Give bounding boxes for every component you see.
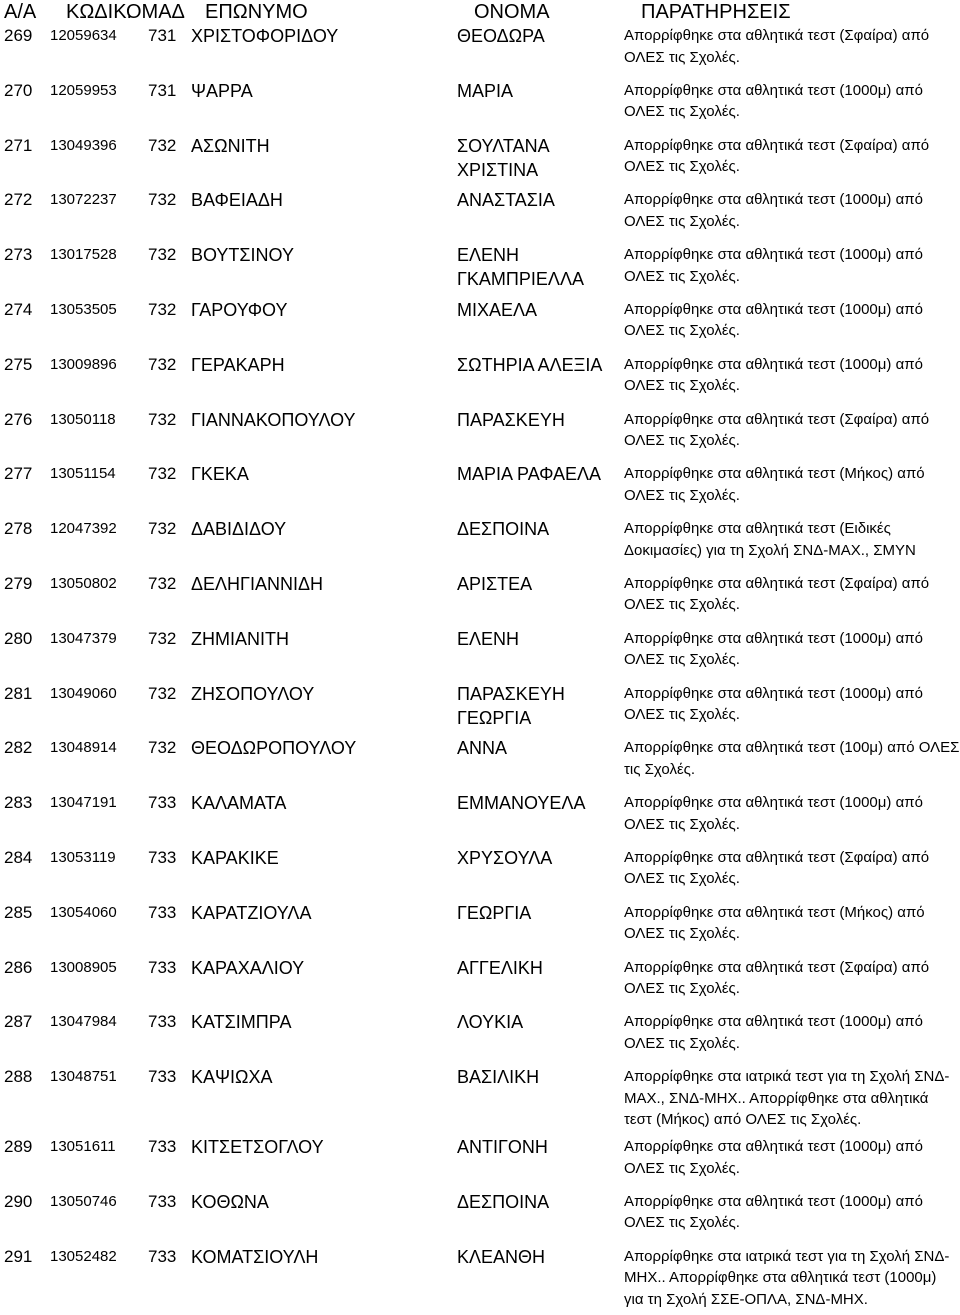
row-surname: ΘΕΟΔΩΡΟΠΟΥΛΟΥ [191,738,357,759]
row-surname: ΚΑΛΑΜΑΤΑ [191,793,287,814]
row-notes: Απορρίφθηκε στα αθλητικά τεστ (1000μ) από ΟΛΕΣ τις Σχολές. [624,246,923,285]
row-aa: 270 [4,80,33,100]
row-code: 13051154 [50,465,116,483]
row-aa: 273 [4,245,33,265]
row-name: ΒΑΣΙΛΙΚΗ [457,1067,540,1088]
row-notes: Απορρίφθηκε στα αθλητικά τεστ (1000μ) από ΟΛΕΣ τις Σχολές. [624,1138,923,1177]
row-name: ΚΛΕΑΝΘΗ [457,1246,546,1267]
row-notes: Απορρίφθηκε στα ιατρικά τεστ για τη Σχολή ΣΝΔ-ΜΑΧ., ΣΝΔ-ΜΗΧ.. Απορρίφθηκε στα αθλητικά τεστ (Μήκος) από ΟΛΕΣ τις Σχολές. [624,1068,950,1129]
row-surname: ΚΟΘΩΝΑ [191,1191,269,1212]
row-code: 12047392 [50,520,117,538]
row-notes: Απορρίφθηκε στα αθλητικά τεστ (Σφαίρα) από ΟΛΕΣ τις Σχολές. [624,848,930,888]
header-code: ΚΩΔΙΚ. [66,1,133,23]
table-row [0,462,960,517]
row-notes: Απορρίφθηκε στα αθλητικά τεστ (Σφαίρα) από ΟΛΕΣ τις Σχολές. [624,27,930,66]
row-code: 13050118 [50,410,116,428]
row-group: 732 [148,519,177,539]
row-surname: ΒΑΦΕΙΑΔΗ [191,190,283,211]
row-group: 732 [148,299,177,319]
row-aa: 286 [4,957,33,977]
header-name: ΟΝΟΜΑ [474,1,550,23]
table-row [0,24,960,79]
row-name: ΠΑΡΑΣΚΕΥΗ ΓΕΩΡΓΙΑ [457,683,565,728]
header-notes: ΠΑΡΑΤΗΡΗΣΕΙΣ [641,1,791,23]
row-group: 732 [148,628,177,648]
row-aa: 274 [4,299,33,319]
row-surname: ΚΑΨΙΩΧΑ [191,1067,273,1088]
row-notes: Απορρίφθηκε στα αθλητικά τεστ (Σφαίρα) από ΟΛΕΣ τις Σχολές. [624,574,930,614]
table-row [0,1245,960,1315]
row-group: 732 [148,190,177,210]
row-aa: 284 [4,847,33,867]
row-aa: 285 [4,902,33,922]
row-group: 732 [148,135,177,155]
row-group: 733 [148,1137,177,1157]
row-code: 13047984 [50,1013,117,1031]
table-row [0,298,960,353]
row-aa: 271 [4,135,33,155]
row-group: 733 [148,957,177,977]
row-code: 13048914 [50,739,117,757]
row-name: ΣΩΤΗΡΙΑ ΑΛΕΞΙΑ [457,354,603,375]
row-code: 13051611 [50,1138,116,1156]
row-notes: Απορρίφθηκε στα αθλητικά τεστ (Σφαίρα) από ΟΛΕΣ τις Σχολές. [624,136,930,176]
row-code: 13009896 [50,355,117,373]
row-code: 13047191 [50,794,117,812]
table-row [0,134,960,189]
row-surname: ΚΑΡΑΧΑΛΙΟΥ [191,957,305,978]
row-code: 13047379 [50,629,117,647]
row-group: 731 [148,80,177,100]
table-row [0,846,960,901]
header-aa: Α/Α [4,1,37,23]
row-aa: 281 [4,683,33,703]
row-name: ΔΕΣΠΟΙΝΑ [457,519,550,540]
row-aa: 275 [4,354,33,374]
row-name: ΔΕΣΠΟΙΝΑ [457,1191,550,1212]
row-group: 733 [148,1012,177,1032]
row-surname: ΓΚΕΚΑ [191,464,249,485]
row-surname: ΓΑΡΟΥΦΟΥ [191,299,288,320]
row-group: 733 [148,1246,177,1266]
table-row [0,517,960,572]
row-notes: Απορρίφθηκε στα αθλητικά τεστ (Ειδικές Δοκιμασίες) για τη Σχολή ΣΝΔ-ΜΑΧ., ΣΜΥΝ [624,520,916,559]
row-code: 13048751 [50,1068,117,1086]
row-group: 732 [148,683,177,703]
table-row [0,1010,960,1065]
table-row [0,901,960,956]
row-code: 13053119 [50,848,116,866]
row-surname: ΚΟΜΑΤΣΙΟΥΛΗ [191,1246,319,1267]
row-group: 733 [148,847,177,867]
row-group: 733 [148,902,177,922]
row-code: 13008905 [50,958,117,976]
row-group: 731 [148,26,177,45]
row-notes: Απορρίφθηκε στα αθλητικά τεστ (1000μ) από ΟΛΕΣ τις Σχολές. [624,191,923,230]
row-code: 13050746 [50,1192,117,1210]
row-name: ΕΛΕΝΗ [457,628,520,649]
row-name: ΧΡΥΣΟΥΛΑ [457,847,553,868]
row-code: 13054060 [50,903,117,921]
row-surname: ΑΣΩΝΙΤΗ [191,135,270,156]
row-name: ΑΝΤΙΓΟΝΗ [457,1137,548,1158]
row-aa: 283 [4,793,33,813]
row-surname: ΧΡΙΣΤΟΦΟΡΙΔΟΥ [191,26,339,46]
row-aa: 276 [4,409,33,429]
row-name: ΠΑΡΑΣΚΕΥΗ [457,409,565,430]
row-aa: 282 [4,738,33,758]
row-aa: 269 [4,26,33,45]
table-row [0,79,960,134]
table-row [0,791,960,846]
row-name: ΛΟΥΚΙΑ [457,1012,524,1033]
row-group: 732 [148,738,177,758]
row-name: ΣΟΥΛΤΑΝΑ ΧΡΙΣΤΙΝΑ [457,135,549,180]
row-name: ΑΡΙΣΤΕΑ [457,573,533,594]
row-notes: Απορρίφθηκε στα αθλητικά τεστ (100μ) από ΟΛΕΣ τις Σχολές. [624,739,960,778]
table-row [0,1190,960,1245]
row-name: ΜΑΡΙΑ [457,80,514,101]
table-row [0,736,960,791]
row-group: 732 [148,245,177,265]
row-name: ΑΓΓΕΛΙΚΗ [457,957,543,978]
row-group: 732 [148,409,177,429]
row-notes: Απορρίφθηκε στα αθλητικά τεστ (1000μ) από ΟΛΕΣ τις Σχολές. [624,81,923,121]
row-surname: ΚΙΤΣΕΤΣΟΓΛΟΥ [191,1137,324,1158]
header-group: ΟΜΑΔ [126,1,185,23]
row-group: 733 [148,1067,177,1087]
row-surname: ΔΑΒΙΔΙΔΟΥ [191,519,287,540]
row-name: ΜΙΧΑΕΛΑ [457,299,538,320]
row-name: ΘΕΟΔΩΡΑ [457,26,545,46]
row-code: 13072237 [50,191,117,209]
row-notes: Απορρίφθηκε στα αθλητικά τεστ (Σφαίρα) από ΟΛΕΣ τις Σχολές. [624,410,930,450]
row-aa: 278 [4,519,33,539]
row-name: ΕΜΜΑΝΟΥΕΛΑ [457,793,586,814]
table-body [0,24,960,1315]
table-row [0,1065,960,1135]
row-notes: Απορρίφθηκε στα ιατρικά τεστ για τη Σχολή ΣΝΔ-ΜΗΧ.. Απορρίφθηκε στα αθλητικά τεστ (1000μ) για τη Σχολή ΣΣΕ-ΟΠΛΑ, ΣΝΔ-ΜΗΧ. [624,1247,950,1308]
row-group: 733 [148,793,177,813]
row-surname: ΚΑΡΑΚΙΚΕ [191,847,279,868]
row-notes: Απορρίφθηκε στα αθλητικά τεστ (1000μ) από ΟΛΕΣ τις Σχολές. [624,1192,923,1232]
row-surname: ΔΕΛΗΓΙΑΝΝΙΔΗ [191,573,323,594]
row-surname: ΚΑΤΣΙΜΠΡΑ [191,1012,292,1033]
row-group: 732 [148,354,177,374]
table-row [0,353,960,408]
row-aa: 290 [4,1191,33,1211]
table-row [0,243,960,298]
row-notes: Απορρίφθηκε στα αθλητικά τεστ (1000μ) από ΟΛΕΣ τις Σχολές. [624,794,923,833]
header-surname: ΕΠΩΝΥΜΟ [205,1,308,23]
row-surname: ΚΑΡΑΤΖΙΟΥΛΑ [191,902,312,923]
row-name: ΑΝΝΑ [457,738,508,759]
row-aa: 287 [4,1012,33,1032]
row-name: ΜΑΡΙΑ ΡΑΦΑΕΛΑ [457,464,602,485]
row-code: 12059634 [50,27,117,44]
row-notes: Απορρίφθηκε στα αθλητικά τεστ (Μήκος) από ΟΛΕΣ τις Σχολές. [624,903,925,943]
row-group: 733 [148,1191,177,1211]
row-surname: ΖΗΣΟΠΟΥΛΟΥ [191,683,315,704]
table-row [0,188,960,243]
row-name: ΓΕΩΡΓΙΑ [457,902,532,923]
table-row [0,408,960,463]
table-row [0,572,960,627]
row-code: 13049396 [50,136,117,154]
row-notes: Απορρίφθηκε στα αθλητικά τεστ (1000μ) από ΟΛΕΣ τις Σχολές. [624,684,923,724]
row-aa: 289 [4,1137,33,1157]
row-aa: 280 [4,628,33,648]
row-group: 732 [148,464,177,484]
table-row [0,1135,960,1190]
row-aa: 277 [4,464,33,484]
row-notes: Απορρίφθηκε στα αθλητικά τεστ (Μήκος) από ΟΛΕΣ τις Σχολές. [624,465,925,504]
row-aa: 272 [4,190,33,210]
row-surname: ΓΕΡΑΚΑΡΗ [191,354,285,375]
row-notes: Απορρίφθηκε στα αθλητικά τεστ (Σφαίρα) από ΟΛΕΣ τις Σχολές. [624,958,930,998]
row-code: 12059953 [50,81,117,99]
table-row [0,682,960,737]
row-code: 13053505 [50,300,117,318]
row-aa: 291 [4,1246,33,1266]
row-aa: 288 [4,1067,33,1087]
row-surname: ΒΟΥΤΣΙΝΟΥ [191,245,294,266]
row-aa: 279 [4,573,33,593]
row-surname: ΨΑΡΡΑ [191,80,253,101]
row-code: 13049060 [50,684,117,702]
row-surname: ΓΙΑΝΝΑΚΟΠΟΥΛΟΥ [191,409,356,430]
row-name: ΕΛΕΝΗ ΓΚΑΜΠΡΙΕΛΛΑ [457,245,584,290]
row-code: 13050802 [50,574,117,592]
row-notes: Απορρίφθηκε στα αθλητικά τεστ (1000μ) από ΟΛΕΣ τις Σχολές. [624,300,923,340]
row-surname: ΖΗΜΙΑΝΙΤΗ [191,628,289,649]
table-row [0,956,960,1011]
table-row [0,627,960,682]
row-group: 732 [148,573,177,593]
row-notes: Απορρίφθηκε στα αθλητικά τεστ (1000μ) από ΟΛΕΣ τις Σχολές. [624,629,923,669]
row-notes: Απορρίφθηκε στα αθλητικά τεστ (1000μ) από ΟΛΕΣ τις Σχολές. [624,355,923,395]
row-name: ΑΝΑΣΤΑΣΙΑ [457,190,555,211]
row-code: 13017528 [50,246,117,264]
row-code: 13052482 [50,1247,117,1265]
row-notes: Απορρίφθηκε στα αθλητικά τεστ (1000μ) από ΟΛΕΣ τις Σχολές. [624,1013,923,1052]
